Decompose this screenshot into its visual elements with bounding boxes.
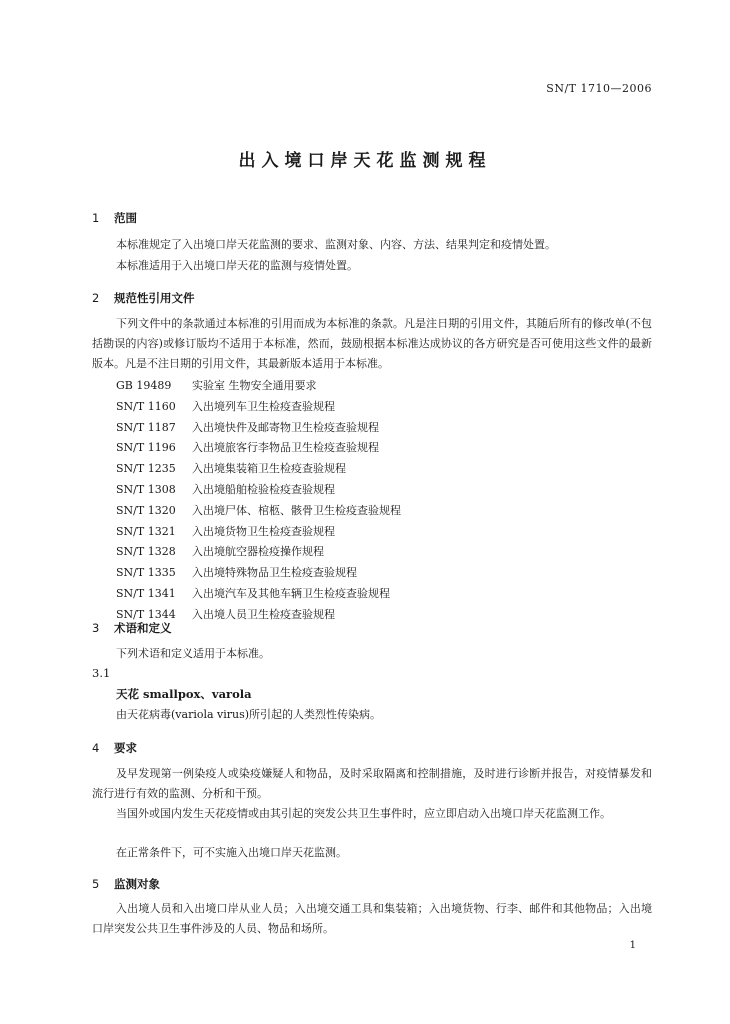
section-title: 规范性引用文件: [114, 291, 195, 305]
reference-list: [116, 376, 401, 626]
reference-title: 入出境快件及邮寄物卫生检疫查验规程: [192, 420, 379, 434]
reference-title: 入出境汽车及其他车辆卫生检疫查验规程: [192, 586, 390, 600]
reference-code: SN/T 1196: [116, 441, 176, 455]
reference-title: 入出境集装箱卫生检疫查验规程: [192, 462, 346, 476]
section-4-paragraph-3: 在正常条件下，可不实施入出境口岸天花监测。: [116, 846, 347, 859]
section-1-heading: [92, 210, 137, 226]
document-title: 出入境口岸天花监测规程: [238, 151, 492, 171]
reference-title: 入出境船舶检验检疫查验规程: [192, 482, 335, 496]
section-2-heading: [92, 290, 195, 306]
reference-item: [116, 376, 401, 397]
reference-title: 入出境旅客行李物品卫生检疫查验规程: [192, 441, 379, 455]
reference-code: SN/T 1321: [116, 524, 176, 538]
section-number: 5: [92, 877, 100, 891]
section-5-heading: [92, 876, 160, 892]
reference-item: [116, 397, 401, 418]
term-entry: 天花 smallpox、varola: [116, 687, 252, 701]
reference-title: 入出境特殊物品卫生检疫查验规程: [192, 566, 357, 580]
section-title: 监测对象: [114, 877, 160, 891]
section-3-intro: 下列术语和定义适用于本标准。: [116, 647, 270, 660]
section-5-paragraph-1: 入出境人员和入出境口岸从业人员；入出境交通工具和集装箱；入出境货物、行李、邮件和其他物品；入出境口岸突发公共卫生事件涉及的人员、物品和场所。: [92, 902, 652, 935]
reference-code: SN/T 1187: [116, 420, 176, 434]
section-2-intro: 下列文件中的条款通过本标准的引用而成为本标准的条款。凡是注日期的引用文件，其随后所有的修改单(不包括勘误的内容)或修订版均不适用于本标准，然而，鼓励根据本标准达成协议的各方研究是否可使用这些文件的最新版本。凡是不注日期的引用文件，其最新版本适用于本标准。: [92, 317, 652, 370]
reference-code: GB 19489: [116, 379, 172, 392]
section-1-paragraph-1: 本标准规定了入出境口岸天花监测的要求、监测对象、内容、方法、结果判定和疫情处置。: [116, 238, 556, 251]
section-number: 1: [92, 211, 100, 225]
reference-title: 入出境列车卫生检疫查验规程: [192, 399, 335, 413]
reference-code: SN/T 1160: [116, 399, 176, 413]
page-number: 1: [629, 940, 636, 951]
subsection-number: 3.1: [92, 666, 111, 680]
section-number: 3: [92, 621, 100, 635]
reference-item: [116, 480, 401, 501]
reference-item: [116, 438, 401, 459]
reference-item: [116, 584, 401, 605]
reference-item: [116, 522, 401, 543]
reference-title: 入出境航空器检疫操作规程: [192, 545, 324, 559]
section-number: 2: [92, 291, 100, 305]
section-1-paragraph-2: 本标准适用于入出境口岸天花的监测与疫情处置。: [116, 259, 358, 272]
term-definition: 由天花病毒(variola virus)所引起的人类烈性传染病。: [116, 708, 382, 721]
section-3-heading: [92, 620, 172, 636]
reference-code: SN/T 1328: [116, 545, 176, 559]
reference-title: 入出境人员卫生检疫查验规程: [192, 607, 335, 621]
section-number: 4: [92, 741, 100, 755]
reference-item: [116, 501, 401, 522]
reference-code: SN/T 1344: [116, 607, 176, 621]
reference-title: 入出境尸体、棺柩、骸骨卫生检疫查验规程: [192, 503, 401, 517]
standard-code: SN/T 1710—2006: [546, 82, 652, 95]
reference-code: SN/T 1235: [116, 462, 176, 476]
section-title: 术语和定义: [114, 621, 172, 635]
reference-code: SN/T 1335: [116, 566, 176, 580]
reference-title: 实验室 生物安全通用要求: [192, 379, 317, 392]
reference-item: [116, 418, 401, 439]
section-title: 要求: [114, 741, 137, 755]
reference-item: [116, 563, 401, 584]
reference-code: SN/T 1341: [116, 586, 176, 600]
reference-title: 入出境货物卫生检疫查验规程: [192, 524, 335, 538]
section-4-paragraph-2: 当国外或国内发生天花疫情或由其引起的突发公共卫生事件时，应立即启动入出境口岸天花监测工作。: [116, 807, 611, 820]
section-title: 范围: [114, 211, 137, 225]
reference-code: SN/T 1308: [116, 482, 176, 496]
reference-item: [116, 542, 401, 563]
reference-item: [116, 459, 401, 480]
section-4-heading: [92, 740, 137, 756]
section-4-paragraph-1: 及早发现第一例染疫人或染疫嫌疑人和物品，及时采取隔离和控制措施，及时进行诊断并报告，对疫情暴发和流行进行有效的监测、分析和干预。: [92, 767, 652, 800]
reference-code: SN/T 1320: [116, 503, 176, 517]
